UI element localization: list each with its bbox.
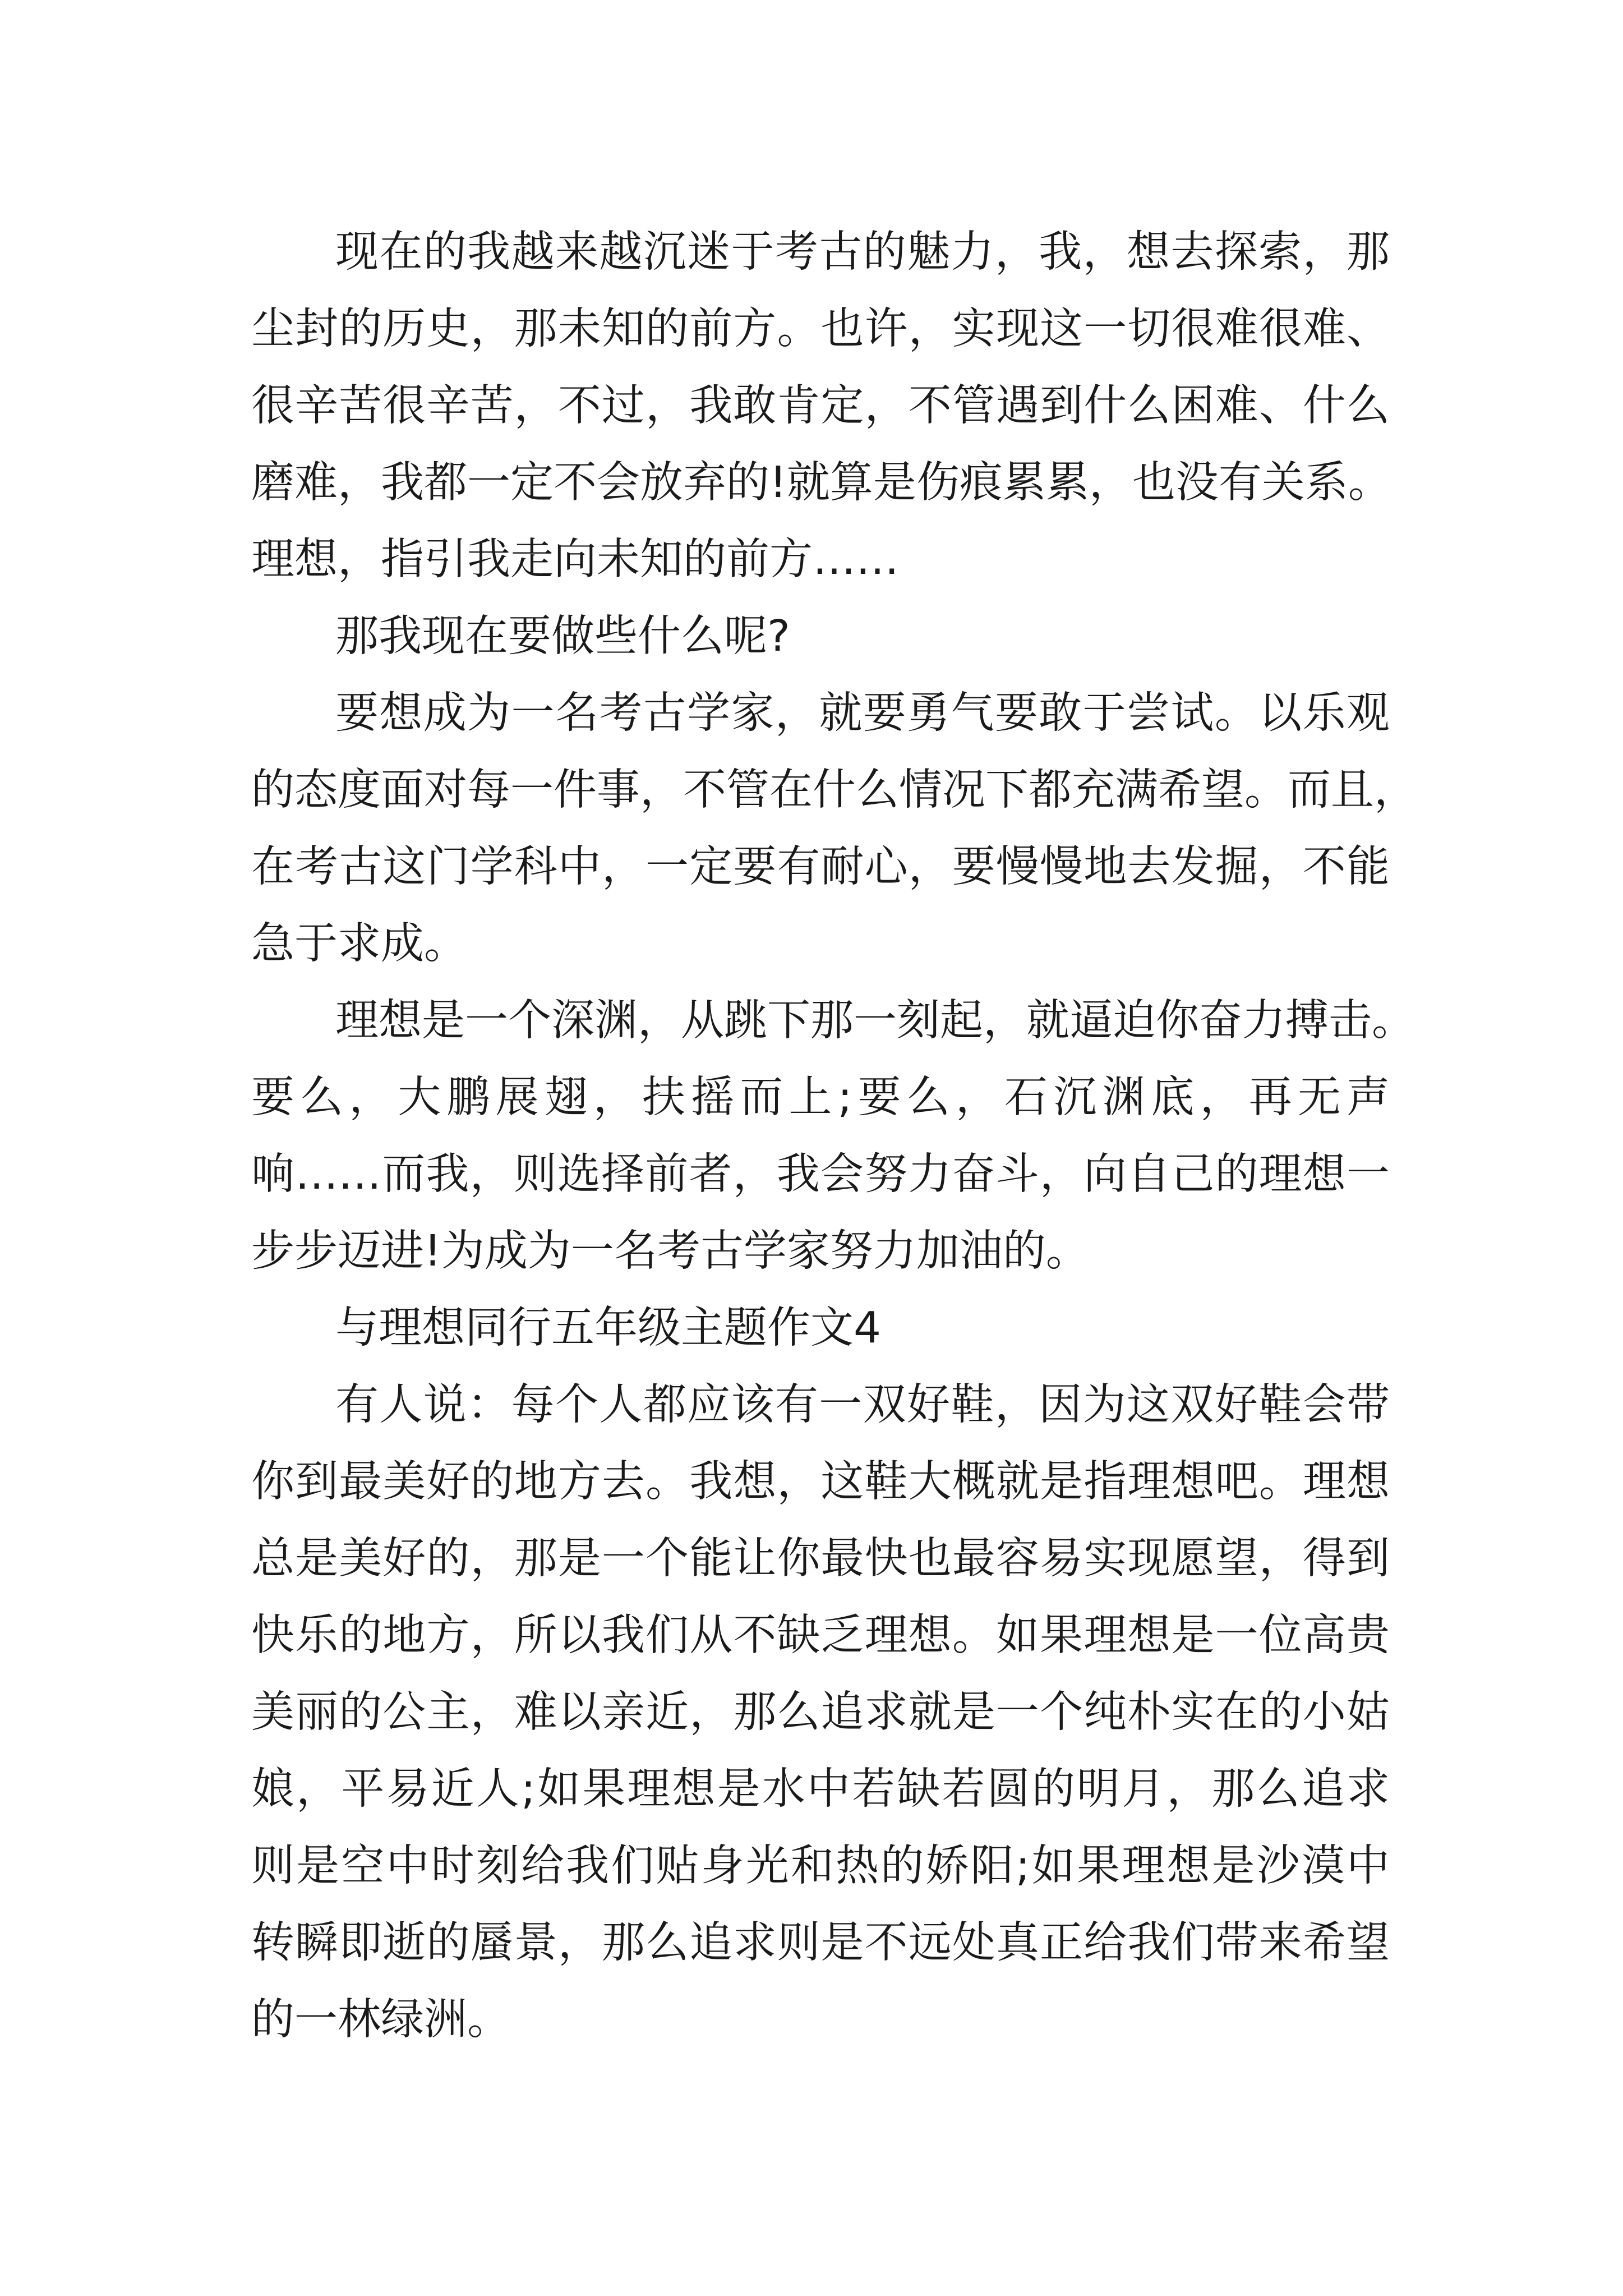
paragraph-6-line-5: 美丽的公主，难以亲近，那么追求就是一个纯朴实在的小姑	[251, 1687, 1390, 1737]
paragraph-4-line-1: 理想是一个深渊，从跳下那一刻起，就逼迫你奋力搏击。	[335, 996, 1415, 1046]
paragraph-1-line-2: 尘封的历史，那未知的前方。也许，实现这一切很难很难、	[251, 304, 1390, 354]
paragraph-6-line-3: 总是美好的，那是一个能让你最快也最容易实现愿望，得到	[251, 1534, 1390, 1584]
paragraph-1-line-3: 很辛苦很辛苦，不过，我敢肯定，不管遇到什么困难、什么	[251, 381, 1390, 431]
paragraph-3-line-4: 急于求成。	[251, 919, 467, 969]
paragraph-4-line-4: 步步迈进!为成为一名考古学家努力加油的。	[251, 1226, 1089, 1276]
paragraph-2-line-1: 那我现在要做些什么呢?	[335, 611, 790, 661]
paragraph-3-line-1: 要想成为一名考古学家，就要勇气要敢于尝试。以乐观	[335, 688, 1390, 738]
paragraph-6-line-1: 有人说：每个人都应该有一双好鞋，因为这双好鞋会带	[335, 1380, 1390, 1430]
paragraph-1-line-1: 现在的我越来越沉迷于考古的魅力，我，想去探索，那	[335, 227, 1390, 277]
paragraph-1-line-5: 理想，指引我走向未知的前方……	[251, 535, 899, 585]
paragraph-1-line-4: 磨难，我都一定不会放弃的!就算是伤痕累累，也没有关系。	[251, 458, 1391, 508]
paragraph-6-line-4: 快乐的地方，所以我们从不缺乏理想。如果理想是一位高贵	[251, 1611, 1390, 1660]
paragraph-6-line-8: 转瞬即逝的蜃景，那么追求则是不远处真正给我们带来希望	[251, 1918, 1390, 1968]
paragraph-4-line-3: 响……而我，则选择前者，我会努力奋斗，向自己的理想一	[251, 1149, 1390, 1199]
paragraph-6-line-2: 你到最美好的地方去。我想，这鞋大概就是指理想吧。理想	[251, 1457, 1390, 1507]
paragraph-6-line-6: 娘，平易近人;如果理想是水中若缺若圆的明月，那么追求	[251, 1764, 1390, 1814]
paragraph-3-line-2: 的态度面对每一件事，不管在什么情况下都充满希望。而且，	[251, 765, 1417, 815]
paragraph-6-line-7: 则是空中时刻给我们贴身光和热的娇阳;如果理想是沙漠中	[251, 1841, 1390, 1891]
paragraph-6-line-9: 的一林绿洲。	[251, 1995, 510, 2045]
essay-heading: 与理想同行五年级主题作文4	[335, 1303, 881, 1353]
paragraph-4-line-2: 要么，大鹏展翅，扶摇而上;要么，石沉渊底，再无声	[251, 1073, 1390, 1122]
paragraph-3-line-3: 在考古这门学科中，一定要有耐心，要慢慢地去发掘，不能	[251, 842, 1390, 892]
